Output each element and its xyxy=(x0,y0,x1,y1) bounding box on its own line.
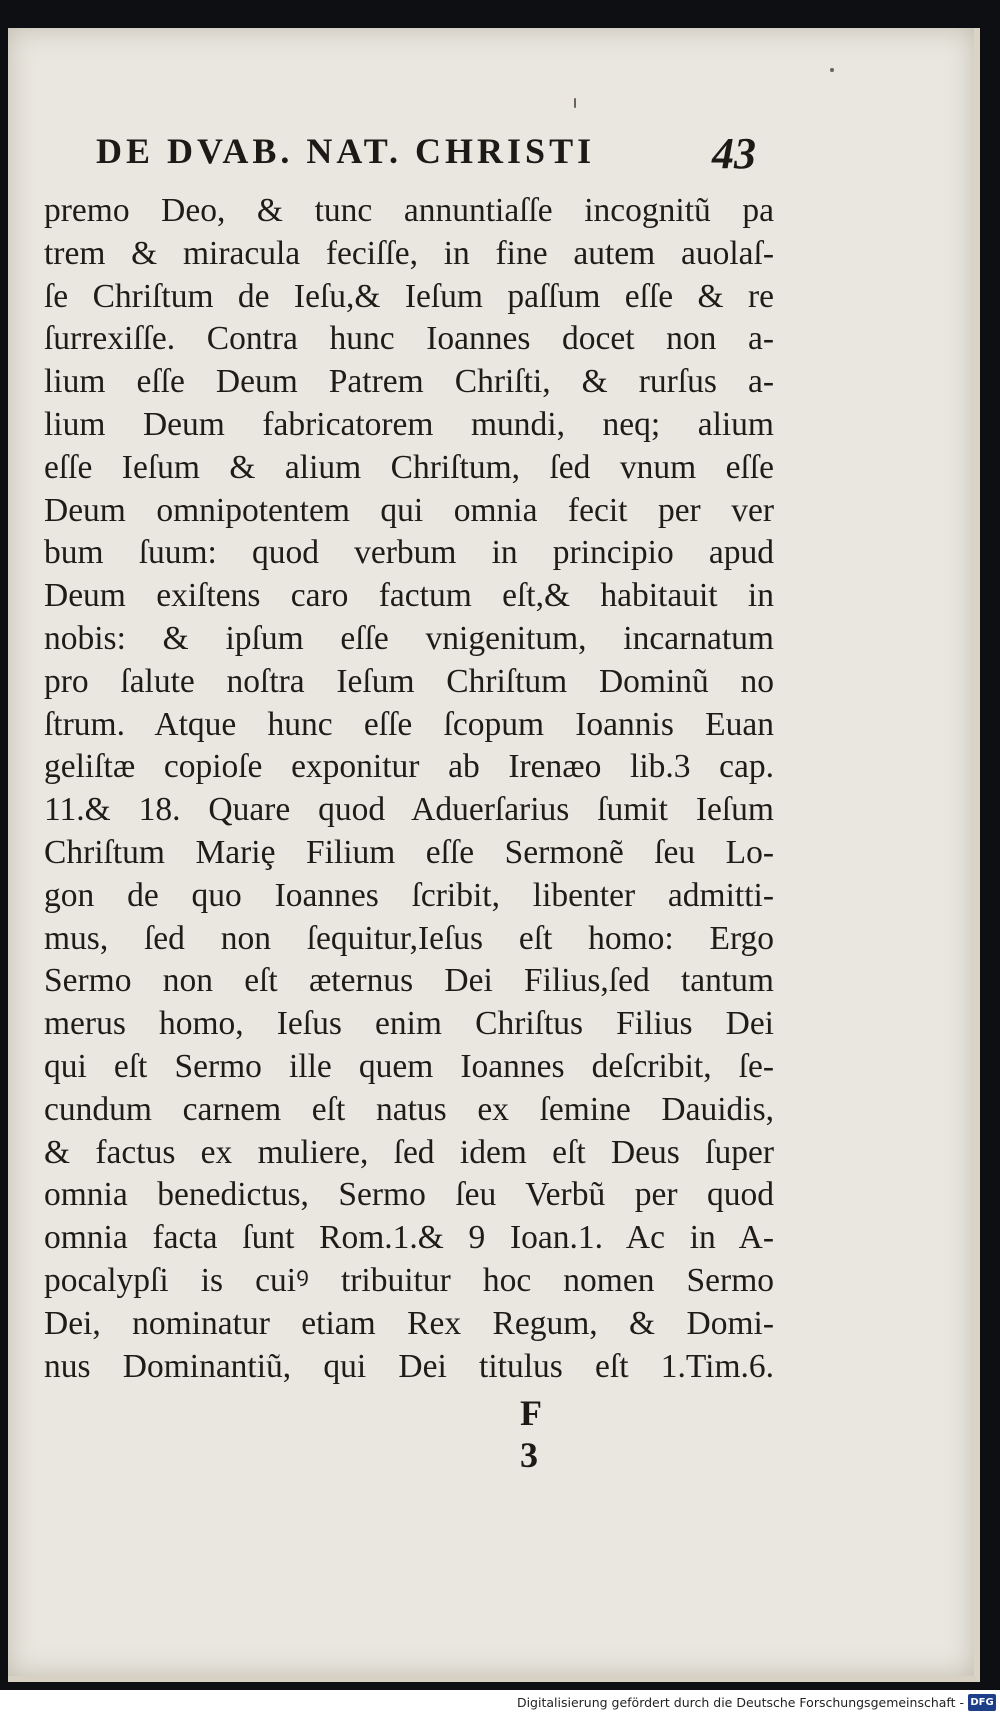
text-line: gon de quo Ioannes ſcribit, libenter admitti- xyxy=(44,876,774,914)
text-line: eſſe Ieſum & alium Chriſtum, ſed vnum eſſe xyxy=(44,448,774,486)
text-line: mus, ſed non ſequitur,Ieſus eſt homo: Ergo xyxy=(44,919,774,957)
text-line: pocalypſi is cuiꝰ tribuitur hoc nomen Sermo xyxy=(44,1261,774,1299)
text-line: nus Dominantiũ, qui Dei titulus eſt 1.Tim.6. xyxy=(44,1347,774,1385)
page-number: 43 xyxy=(712,129,756,178)
text-line: 11.& 18. Quare quod Aduerſarius ſumit Ieſum xyxy=(44,791,774,829)
footer-bar xyxy=(0,1690,1000,1716)
text-line: Deum omnipotentem qui omnia fecit per ver xyxy=(44,491,774,529)
text-line: Dei, nominatur etiam Rex Regum, & Domi- xyxy=(44,1304,774,1342)
text-line: Chriſtum Mariȩ Filium eſſe Sermonẽ ſeu Lo- xyxy=(44,833,774,871)
text-line: trem & miracula feciſſe, in fine autem auolaſ- xyxy=(44,234,774,272)
running-head: DE DVAB. NAT. CHRISTI xyxy=(96,131,596,171)
text-line: merus homo, Ieſus enim Chriſtus Filius Dei xyxy=(44,1005,774,1043)
text-line: cundum carnem eſt natus ex ſemine Dauidis, xyxy=(44,1090,774,1128)
paper-speck xyxy=(574,98,576,108)
text-line: omnia facta ſunt Rom.1.& 9 Ioan.1. Ac in A- xyxy=(44,1219,774,1257)
text-line: ſurrexiſſe. Contra hunc Ioannes docet non a- xyxy=(44,320,774,358)
dfg-logo-icon[interactable]: DFG xyxy=(968,1694,996,1711)
text-line: Sermo non eſt æternus Dei Filius,ſed tantum xyxy=(44,962,774,1000)
paper-speck xyxy=(830,68,834,72)
funding-credit: Digitalisierung gefördert durch die Deutsche Forschungsgemeinschaft - xyxy=(516,1695,964,1710)
text-line: lium eſſe Deum Patrem Chriſti, & rurſus a- xyxy=(44,363,774,401)
text-line: pro ſalute noſtra Ieſum Chriſtum Dominũ no xyxy=(44,662,774,700)
text-line: Deum exiſtens caro factum eſt,& habitauit in xyxy=(44,577,774,615)
signature-mark: F 3 xyxy=(520,1393,569,1475)
text-line: & factus ex muliere, ſed idem eſt Deus ſuper xyxy=(44,1133,774,1171)
text-line: nobis: & ipſum eſſe vnigenitum, incarnatum xyxy=(44,619,774,657)
text-line: ſtrum. Atque hunc eſſe ſcopum Ioannis Euan xyxy=(44,705,774,743)
text-line: geliſtæ copioſe exponitur ab Irenæo lib.3 cap. xyxy=(44,748,774,786)
body-text xyxy=(44,190,774,1388)
text-line: premo Deo, & tunc annuntiaſſe incognitũ pa xyxy=(44,192,774,229)
text-line: ſe Chriſtum de Ieſu,& Ieſum paſſum eſſe & re xyxy=(44,277,774,315)
text-line: qui eſt Sermo ille quem Ioannes deſcribit, ſe- xyxy=(44,1047,774,1085)
text-line: lium Deum fabricatorem mundi, neq; alium xyxy=(44,405,774,443)
text-line: omnia benedictus, Sermo ſeu Verbũ per quod xyxy=(44,1176,774,1214)
text-line: bum ſuum: quod verbum in principio apud xyxy=(44,534,774,572)
